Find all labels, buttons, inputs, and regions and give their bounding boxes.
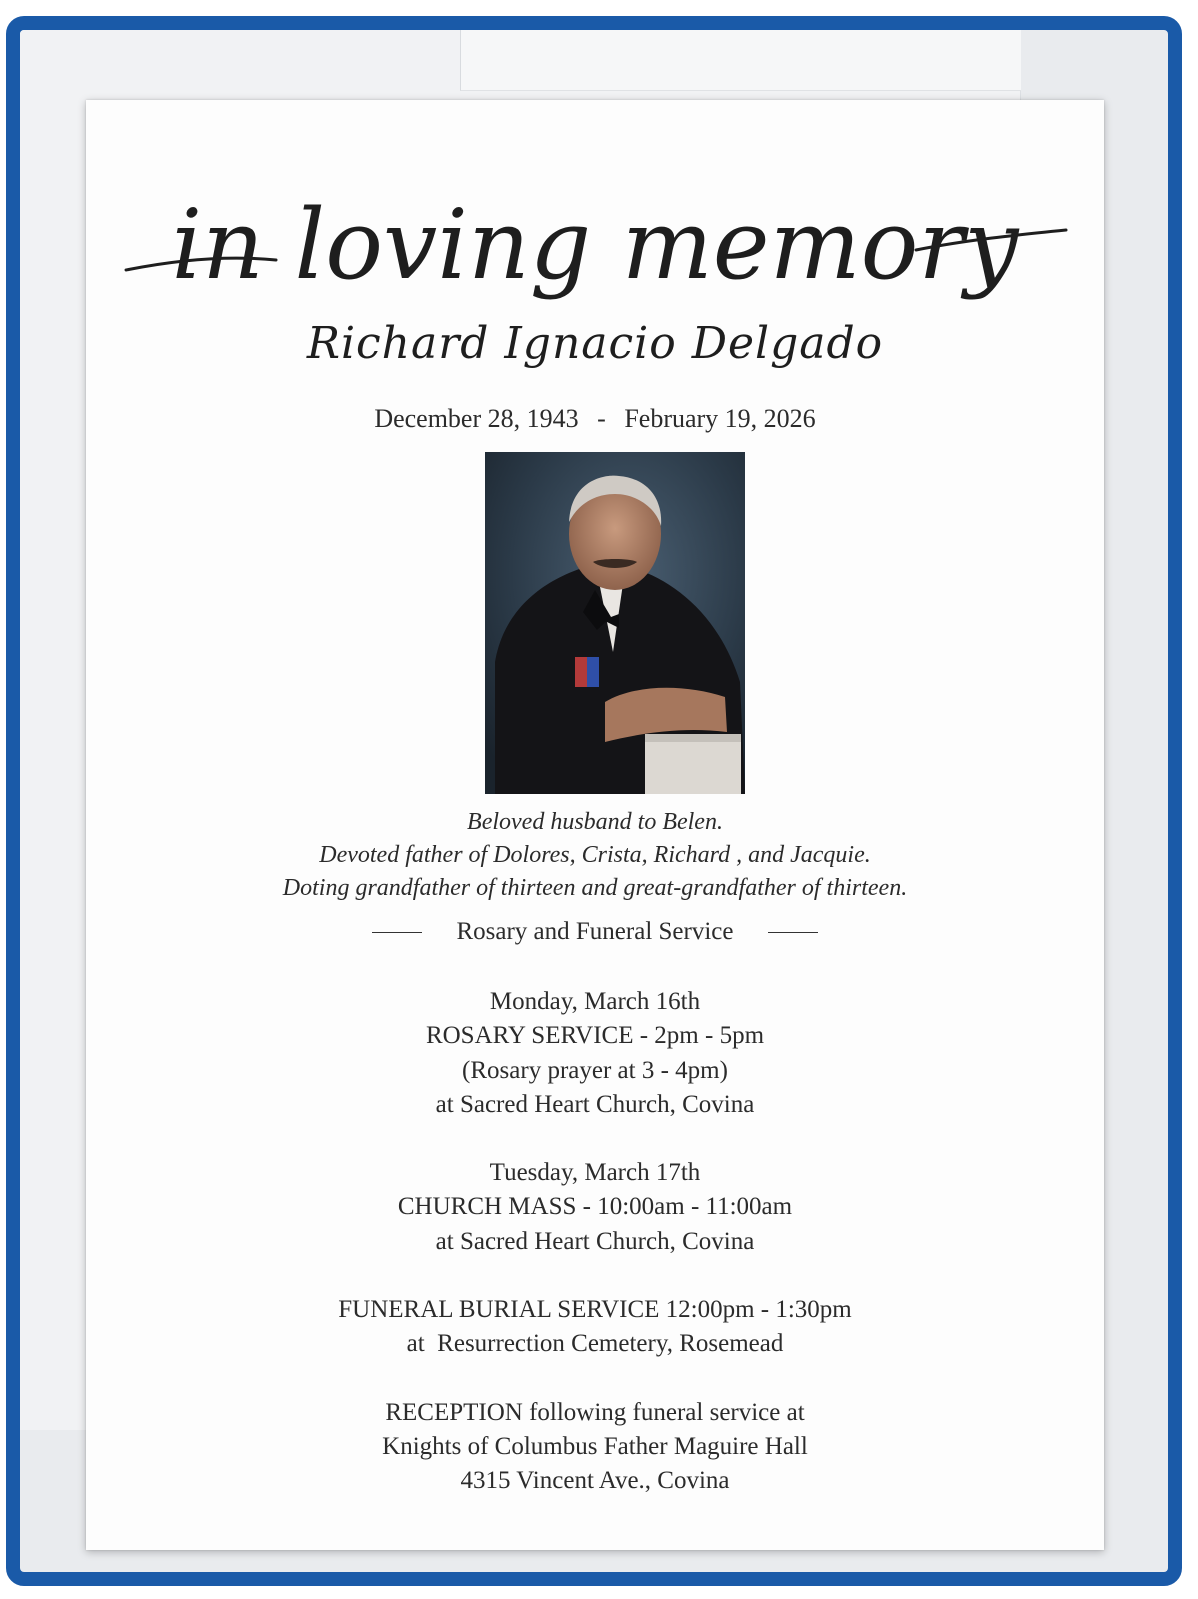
mass-block — [86, 1156, 1104, 1259]
rosary-note: (Rosary prayer at 3 - 4pm) — [462, 1056, 728, 1084]
family-lines — [86, 806, 1104, 905]
reception-line-3: 4315 Vincent Ave., Covina — [460, 1467, 730, 1495]
portrait-photo-icon — [485, 452, 745, 794]
reception-line-2: Knights of Columbus Father Maguire Hall — [382, 1432, 808, 1460]
rosary-service: ROSARY SERVICE - 2pm - 5pm — [425, 1022, 765, 1050]
service-schedule — [86, 985, 1104, 1533]
deceased-name: Richard Ignacio Delgado — [306, 318, 884, 369]
mass-location: at Sacred Heart Church, Covina — [435, 1227, 755, 1255]
headline-text: in loving memory — [171, 189, 1019, 301]
birth-date: December 28, 1943 — [374, 404, 579, 433]
rosary-location: at Sacred Heart Church, Covina — [435, 1090, 755, 1118]
rule-right — [768, 932, 818, 933]
family-line-husband: Beloved husband to Belen. — [467, 809, 723, 835]
rosary-block — [86, 985, 1104, 1122]
mass-day: Tuesday, March 17th — [489, 1159, 701, 1187]
mass-service: CHURCH MASS - 10:00am - 11:00am — [397, 1193, 793, 1221]
section-title-text: Rosary and Funeral Service — [456, 918, 734, 945]
family-line-father: Devoted father of Dolores, Crista, Richard , and Jacquie. — [319, 842, 871, 868]
family-line-grandfather: Doting grandfather of thirteen and great-grandfather of thirteen. — [282, 875, 908, 901]
rule-left — [372, 932, 422, 933]
date-separator: - — [597, 404, 606, 433]
reception-block — [86, 1396, 1104, 1499]
portrait-photo — [485, 452, 745, 794]
life-dates — [86, 404, 1104, 434]
reception-line-1: RECEPTION following funeral service at — [385, 1398, 805, 1426]
section-title — [86, 918, 1104, 946]
screenshot-frame — [6, 16, 1182, 1586]
death-date: February 19, 2026 — [624, 404, 816, 433]
burial-block — [86, 1293, 1104, 1362]
burial-service: FUNERAL BURIAL SERVICE 12:00pm - 1:30pm — [338, 1296, 852, 1324]
background-sheet-top — [460, 30, 1021, 91]
memorial-card — [86, 100, 1104, 1550]
rosary-day: Monday, March 16th — [489, 988, 701, 1015]
burial-location: at Resurrection Cemetery, Rosemead — [406, 1330, 784, 1358]
